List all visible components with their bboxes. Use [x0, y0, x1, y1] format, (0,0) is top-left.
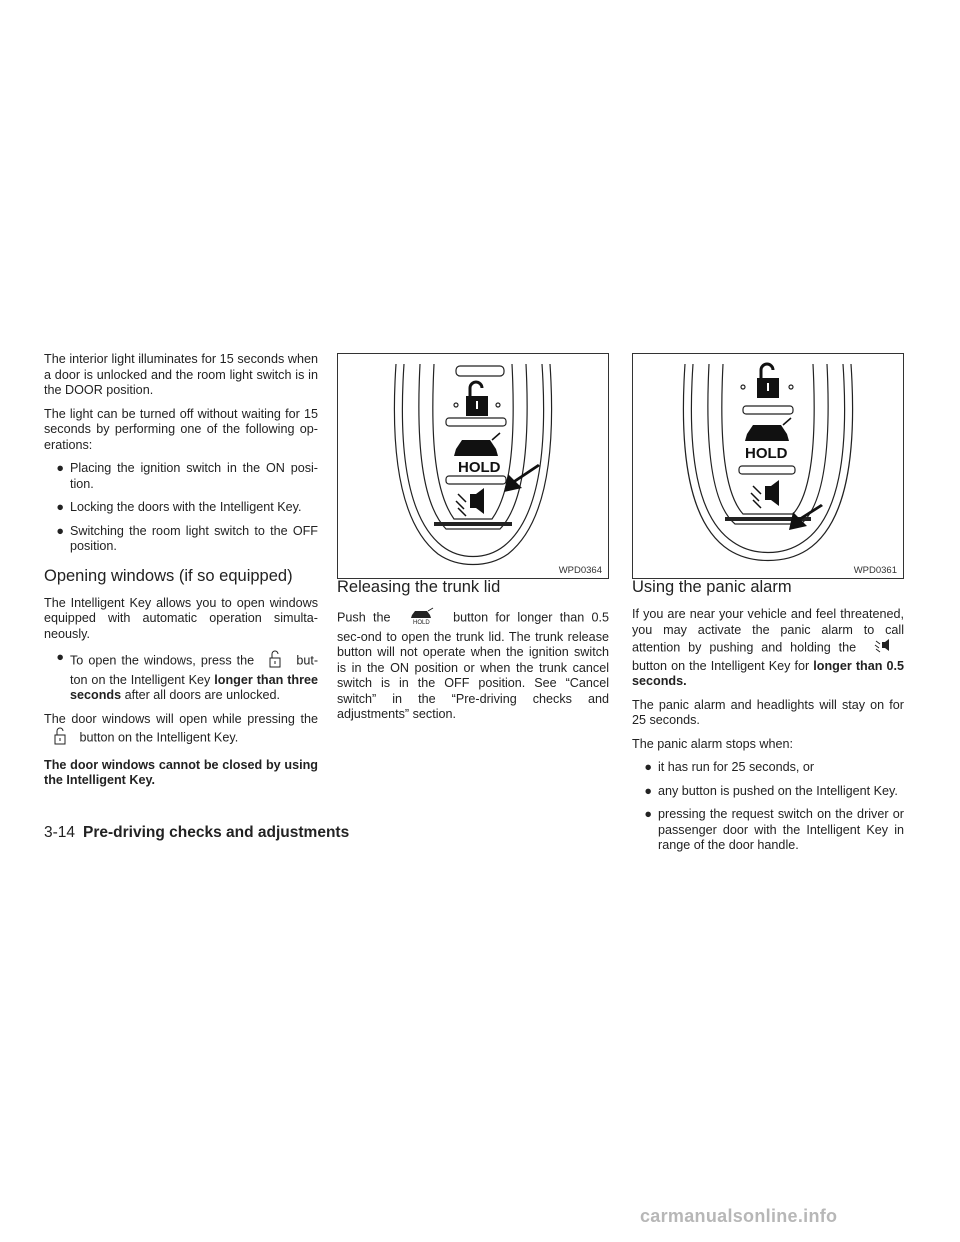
list-item: ● any button is pushed on the Intelligent Key.	[632, 784, 904, 800]
section-heading: Opening windows (if so equipped)	[44, 566, 293, 585]
watermark: carmanualsonline.info	[640, 1206, 838, 1226]
section-panic	[632, 578, 904, 854]
paragraph: The door windows will open while pressing the button on the Intelligent Key.	[44, 712, 318, 750]
bullet-icon: ●	[56, 650, 64, 664]
section-heading: Using the panic alarm	[632, 578, 792, 596]
section-heading: Releasing the trunk lid	[337, 578, 501, 596]
paragraph: The panic alarm and headlights will stay on for 25 seconds.	[632, 697, 904, 727]
paragraph: The light can be turned off without waiting for 15 seconds by performing one of the following op-erations:	[44, 406, 318, 452]
paragraph: The panic alarm stops when:	[632, 736, 794, 751]
page-number: 3-14	[44, 824, 76, 841]
warning-paragraph: The door windows cannot be closed by using the Intelligent Key.	[44, 757, 318, 787]
column-middle	[337, 352, 609, 731]
list-item: ● Placing the ignition switch in the ON posi-tion.	[44, 461, 318, 492]
svg-text:HOLD: HOLD	[412, 620, 430, 625]
hold-label: HOLD	[458, 459, 501, 476]
bullet-icon: ●	[644, 760, 652, 774]
column-right	[632, 352, 904, 862]
list-item: ● Switching the room light switch to the OFF position.	[44, 524, 318, 555]
bullet-icon: ●	[56, 500, 64, 514]
bullet-icon: ●	[644, 807, 652, 821]
paragraph: Push the HOLD button for longer than 0.5 sec-ond to open the trunk lid. The trunk release button will not operate when the ignition switch is in the ON position or when the trunk cancel switch is in the OFF position. See “Cancel switch” in the “Pre-driving checks and adjustments” section.	[337, 607, 609, 723]
paragraph: If you are near your vehicle and feel threatened, you may activate the panic alarm to call attention by pushing and holding the button on the Intelligent Key for longer than 0.5 seconds.	[632, 607, 904, 688]
bullet-icon: ●	[644, 783, 652, 798]
page-footer	[44, 824, 349, 842]
figure-code: WPD0361	[853, 565, 897, 576]
panic-alarm-icon	[874, 638, 894, 659]
list-item: ● To open the windows, press the but-ton on the Intelligent Key longer than three seconds after all doors are unlocked.	[44, 650, 318, 704]
paragraph: The Intelligent Key allows you to open windows equipped with automatic operation simulta-neously.	[44, 595, 318, 641]
trunk-hold-icon	[408, 607, 436, 630]
list-item: ● Locking the doors with the Intelligent Key.	[44, 500, 318, 516]
section-title: Pre-driving checks and adjustments	[83, 824, 350, 841]
bullet-icon: ●	[56, 461, 64, 475]
svg-text:HOLD: HOLD	[745, 445, 788, 462]
list-item: ● pressing the request switch on the driver or passenger door with the Intelligent Key in range of the door handle.	[632, 807, 904, 854]
paragraph: The interior light illuminates for 15 seconds when a door is unlocked and the room light switch is in the DOOR position.	[44, 352, 318, 397]
unlock-key-icon	[269, 650, 281, 673]
unlock-key-icon	[54, 727, 66, 750]
list-item: ● it has run for 25 seconds, or	[632, 760, 904, 776]
bullet-icon: ●	[56, 523, 64, 538]
section-trunk	[337, 578, 609, 723]
column-left	[44, 352, 318, 797]
figure-code: WPD0364	[558, 565, 602, 576]
